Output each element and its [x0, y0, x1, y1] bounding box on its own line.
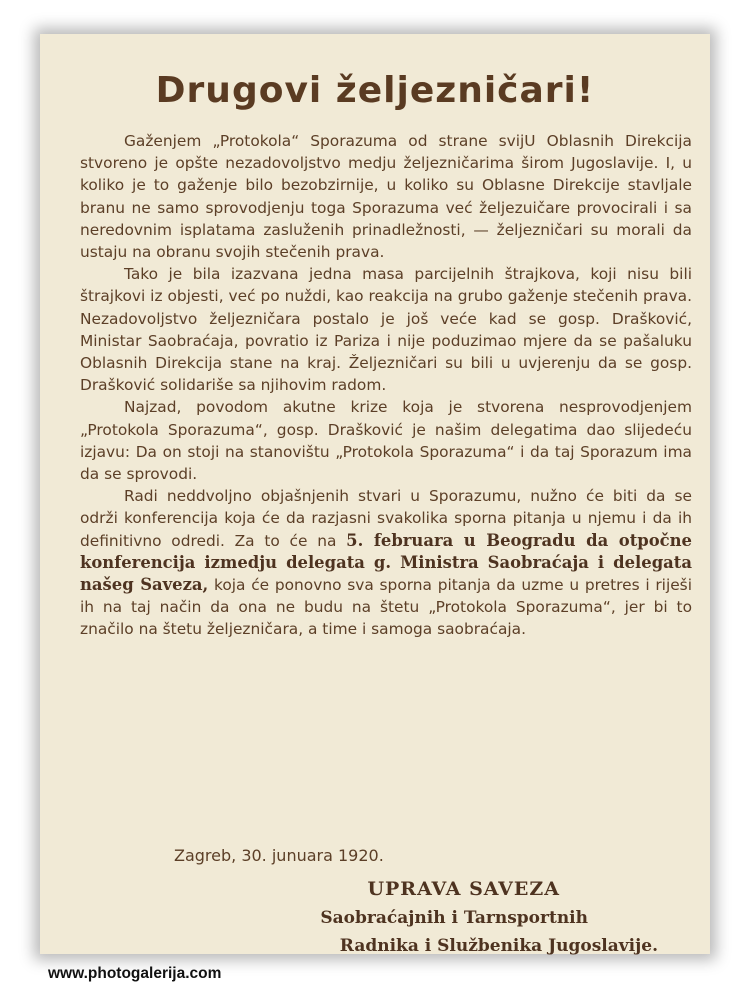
paragraph-2: Tako je bila izazvana jedna masa parcijelnih štrajkova, koji nisu bili štrajkovi iz objesti, već po nuždi, kao reakcija na grubo gaženje stečenih prava. Nezadovoljstvo željezničara postalo je još veće kad se gosp. Drašković, Ministar Saobraćaja, povratio iz Pariza i nije poduzimao mjere da se pašaluku Oblasnih Direkcija stane na kraj. Željezničari su bili u uvjerenju da se gosp. Drašković solidariše sa njihovim radom. — [80, 265, 692, 395]
document-date: Zagreb, 30. junuara 1920. — [174, 846, 384, 865]
document-body — [80, 130, 692, 641]
paragraph-3: Najzad, povodom akutne krize koja je stvorena nesprovodjenjem „Protokola Sporazuma“, gosp. Drašković je našim delegatima dao slijedeću izjavu: Da on stoji na stanovištu „Protokola Sporazuma“ i da taj Sporazum ima da se sprovodi. — [80, 398, 692, 484]
watermark-text: www.photogalerija.com — [48, 965, 222, 982]
signature-line-2: Saobraćajnih i Tarnsportnih — [320, 908, 588, 928]
paragraph-1: Gaženjem „Protokola“ Sporazuma od strane svijU Oblasnih Direkcija stvoreno je opšte nezadovoljstvo medju željezničarima širom Jugoslavije. I, u koliko je to gaženje bilo bezobzirnije, u koliko su Oblasne Direkcije stavljale branu ne samo sprovodjenju toga Sporazuma već željezuičare provocirali i sa neredovnim isplatama zasluženih prinadležnosti, — željezničari su morali da ustaju na obranu svojih stečenih prava. — [80, 132, 692, 262]
paragraph-4-tail: koja će ponovno sva sporna pitanja da uzme u pretres i riješi ih na taj način da ona ne budu na štetu „Protokola Sporazuma“, jer bi to značilo na štetu željezničara, a time i samoga saobraćaja. — [80, 576, 692, 639]
signature-block — [238, 874, 658, 960]
paragraph-4 — [80, 485, 692, 640]
document-title: Drugovi željezničari! — [155, 70, 595, 111]
document-page — [40, 34, 710, 954]
signature-line-3: Radnika i Službenika Jugoslavije. — [339, 936, 658, 956]
paragraph-4-lead: Radi neddvoljno objašnjenih stvari u Sporazumu, nužno će biti da se održi konferencija koja će da razjasni svakolika sporna pitanja u njemu i da ih definitivno odredi. Za to će na — [80, 487, 692, 550]
signature-line-1: UPRAVA SAVEZA — [367, 878, 560, 900]
paragraph-4-bold: 5. februara u Beogradu da otpočne konferencija izmedju delegata g. Ministra Saobraćaja i delegata našeg Saveza, — [80, 530, 692, 595]
